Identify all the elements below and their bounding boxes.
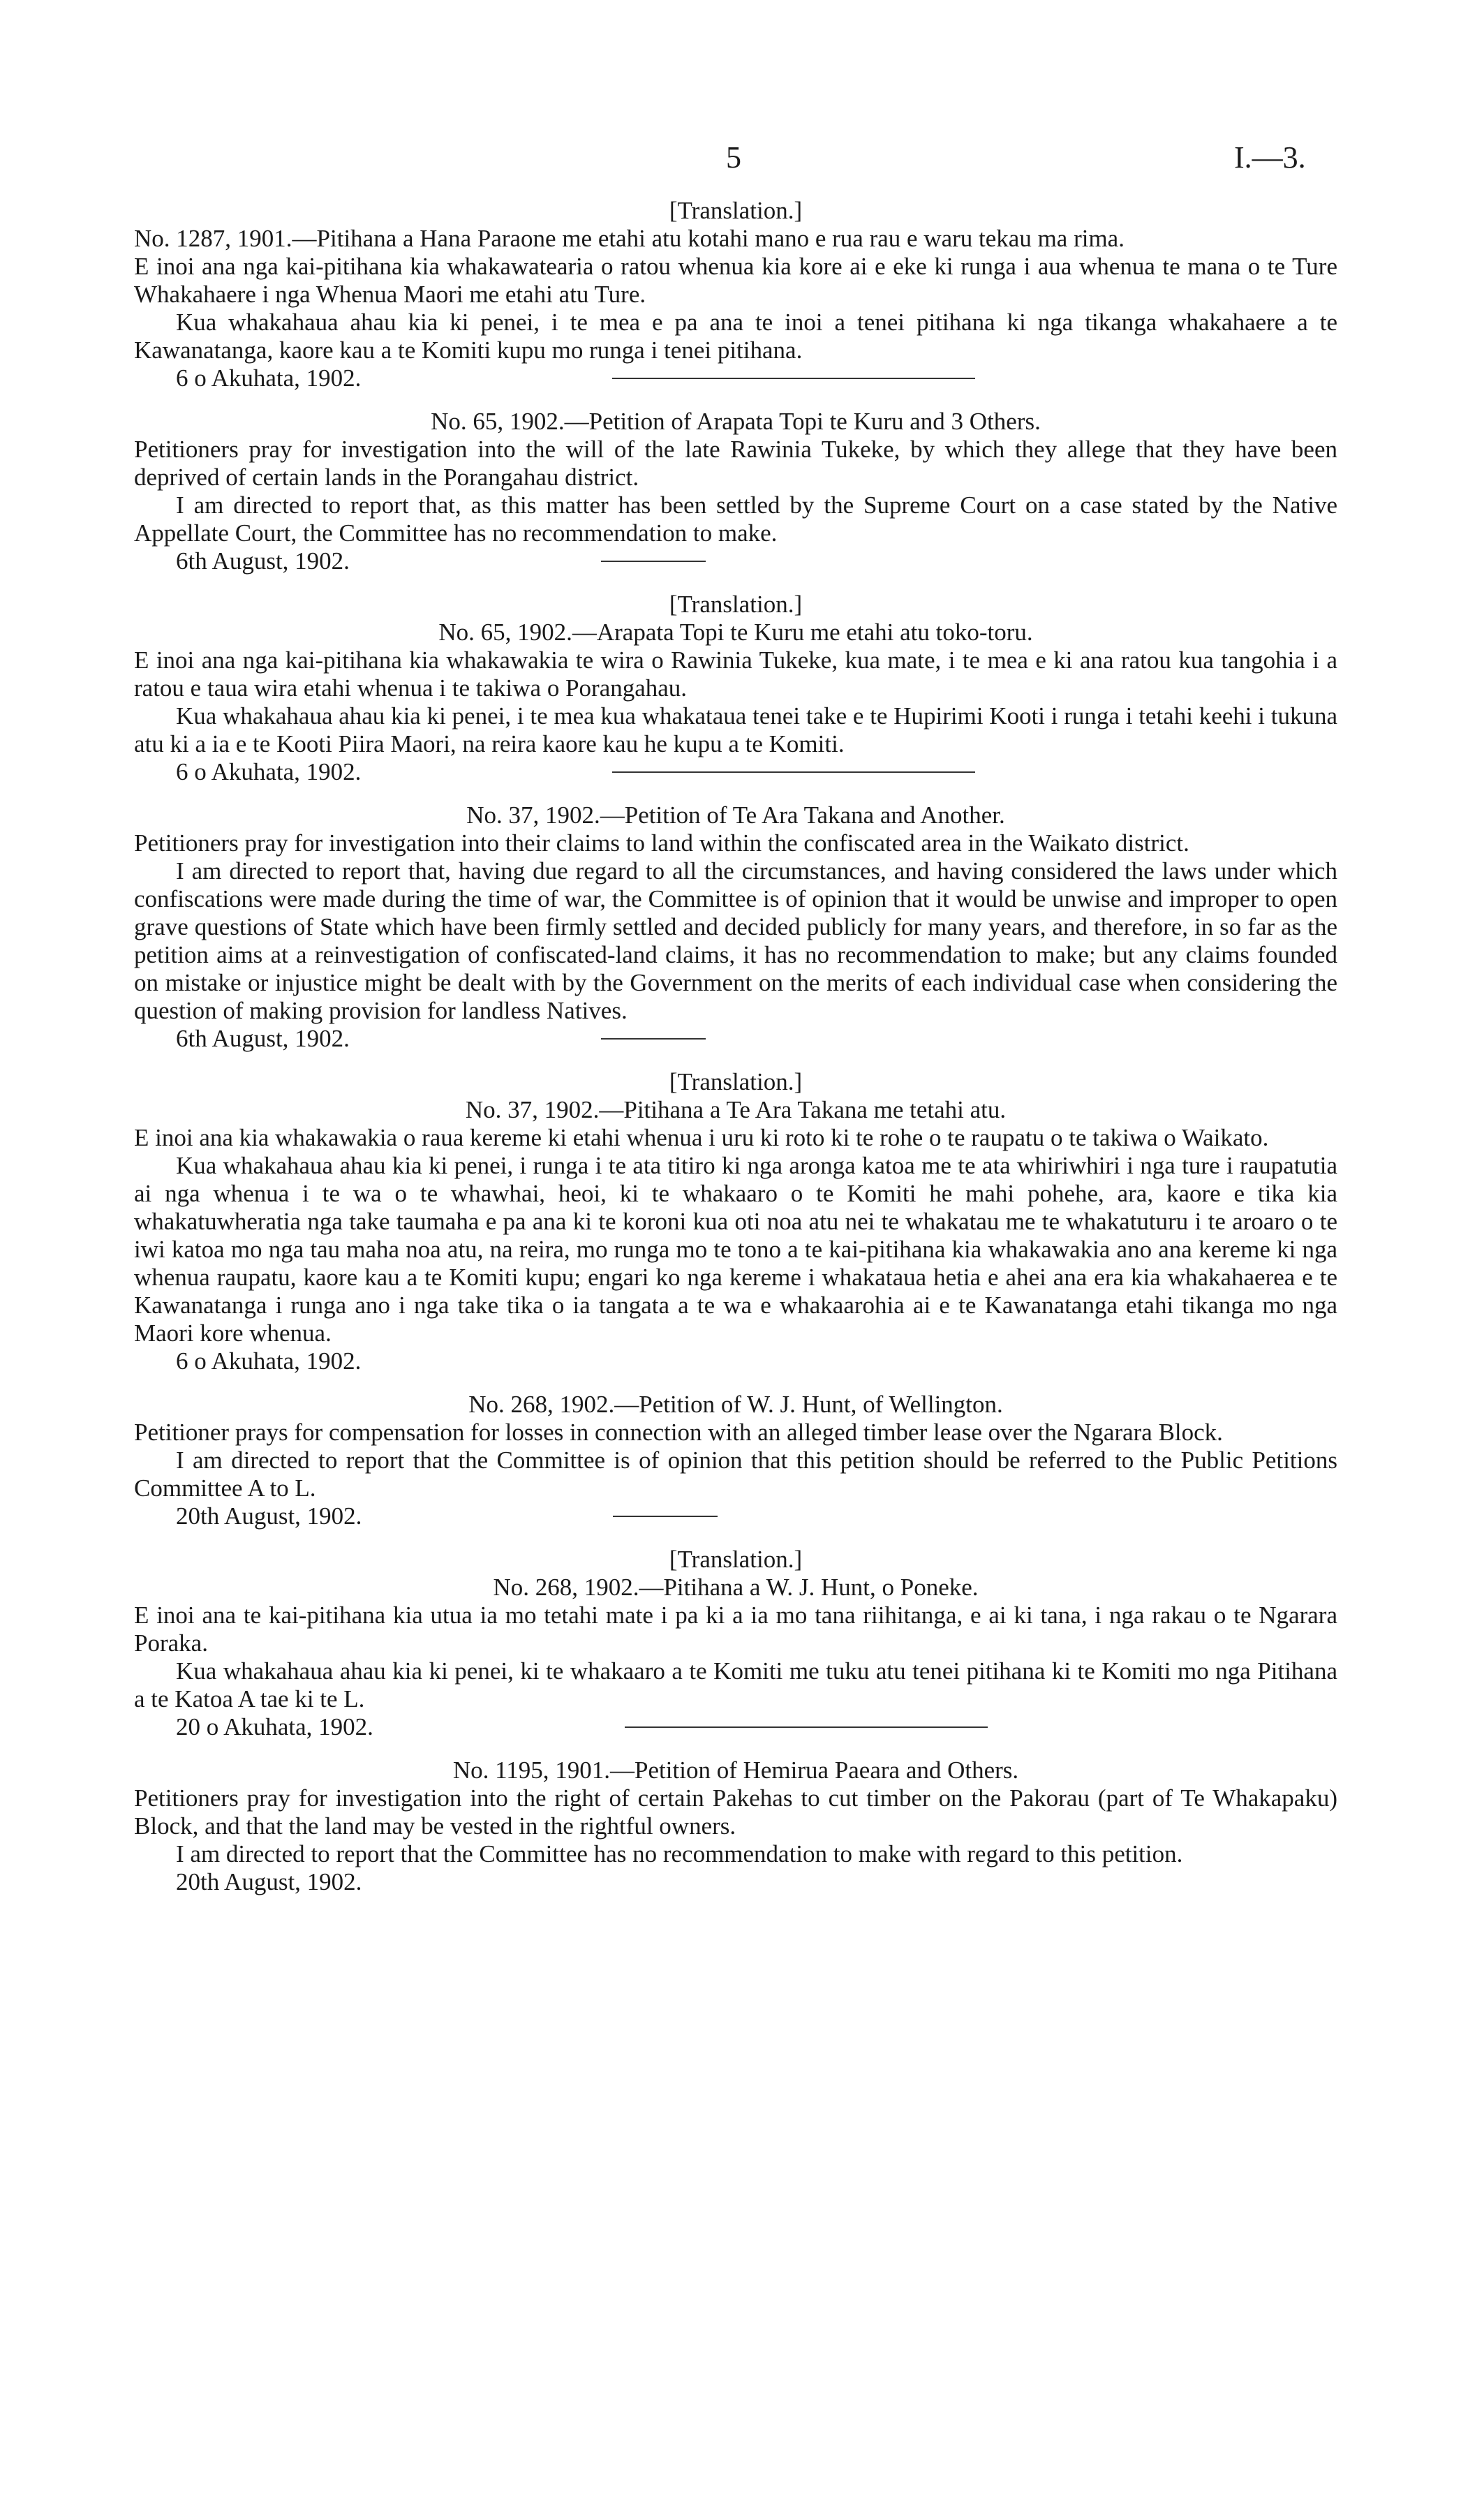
report-date: 20th August, 1902.	[176, 1502, 362, 1530]
section-divider	[612, 378, 975, 379]
petition-heading: No. 37, 1902.—Pitihana a Te Ara Takana me tetahi atu.	[465, 1096, 1007, 1123]
petition-heading: No. 1287, 1901.—Pitihana a Hana Paraone me etahi atu kotahi mano e rua rau e waru tekau ma rima.	[134, 225, 1125, 252]
report-date: 6th August, 1902.	[176, 1025, 350, 1052]
committee-report: Kua whakahaua ahau kia ki penei, i te mea e pa ana te inoi a tenei pitihana ki nga tikanga whakahaere a te Kawanatanga, kaore kau a te Komiti kupu mo runga i tenei pitihana.	[134, 309, 1337, 364]
translation-divider	[601, 1038, 706, 1040]
translation-label: [Translation.]	[669, 197, 803, 224]
petition-heading: No. 1195, 1901.—Petition of Hemirua Paeara and Others.	[452, 1757, 1019, 1784]
translation-label: [Translation.]	[669, 1546, 803, 1573]
report-date: 6 o Akuhata, 1902.	[176, 364, 362, 392]
paper-reference: I.—3.	[1234, 140, 1306, 175]
petition-heading: No. 65, 1902.—Arapata Topi te Kuru me etahi atu toko-toru.	[438, 619, 1033, 646]
page-number: 5	[726, 140, 741, 175]
report-date: 6th August, 1902.	[176, 547, 350, 575]
report-date: 20 o Akuhata, 1902.	[176, 1713, 373, 1740]
page-content	[134, 197, 1337, 1896]
petition-heading: No. 268, 1902.—Pitihana a W. J. Hunt, o Poneke.	[493, 1574, 979, 1601]
report-date: 20th August, 1902.	[176, 1868, 362, 1895]
petition-prayer: Petitioners pray for investigation into the right of certain Pakehas to cut timber on the Pakorau (part of Te Whakapaku) Block, and that the land may be vested in the rightful owners.	[134, 1784, 1337, 1840]
committee-report: I am directed to report that, as this matter has been settled by the Supreme Court on a case stated by the Native Appellate Court, the Committee has no recommendation to make.	[134, 491, 1337, 547]
section-divider	[625, 1726, 988, 1728]
committee-report: Kua whakahaua ahau kia ki penei, i te mea kua whakataua tenei take e te Hupirimi Kooti i runga i tetahi keehi i tukuna atu ki a ia e te Kooti Piira Maori, na reira kaore kau he kupu a te Komiti.	[134, 702, 1337, 757]
petition-prayer: Petitioners pray for investigation into their claims to land within the confiscated area in the Waikato district.	[134, 829, 1189, 857]
committee-report: Kua whakahaua ahau kia ki penei, i runga i te ata titiro ki nga aronga katoa me te ata whiriwhiri i nga ture i raupatutia ai nga whenua i te wa o te whawhai, heoi, ki te whakaaro o te Komiti he mahi pohehe, ara, kaore e tika kia whakatuwheratia nga take taumaha e pa ana ki te koroni kua oti noa atu nei te whakatau me te whakatuturu i te aroaro o te iwi katoa mo nga tau maha noa atu, na reira, mo runga mo te tono a te kai-pitihana kia whakawakia ano ana kereme ki nga whenua raupatu, kaore kau a te Komiti kupu; engari ko nga kereme i whakataua hetia e ahei ana era kia whakahaerea e te Kawanatanga i runga ano i nga take tika o ia tangata a te wa e whakaarohia ai e te Kawanatanga etahi tikanga mo nga Maori kore whenua.	[134, 1152, 1337, 1347]
committee-report: I am directed to report that, having due regard to all the circumstances, and having considered the laws under which confiscations were made during the time of war, the Committee is of opinion that it would be unwise and improper to open grave questions of State which have been firmly settled and decided publicly for many years, and therefore, in so far as the petition aims at a reinvestigation of confiscated-land claims, it has no recommendation to make; but any claims founded on mistake or injustice might be dealt with by the Government on the merits of each individual case when considering the question of making provision for landless Natives.	[134, 857, 1337, 1024]
committee-report: Kua whakahaua ahau kia ki penei, ki te whakaaro a te Komiti me tuku atu tenei pitihana ki te Komiti mo nga Pitihana a te Katoa A tae ki te L.	[134, 1657, 1337, 1713]
translation-divider	[613, 1516, 718, 1517]
petition-heading: No. 268, 1902.—Petition of W. J. Hunt, of Wellington.	[468, 1391, 1003, 1418]
petition-prayer: Petitioner prays for compensation for losses in connection with an alleged timber lease over the Ngarara Block.	[134, 1419, 1223, 1446]
petition-prayer: E inoi ana nga kai-pitihana kia whakawatearia o ratou whenua kia kore ai e eke ki runga i aua whenua te mana o te Ture Whakahaere i nga Whenua Maori me etahi atu Ture.	[134, 253, 1337, 308]
petition-heading: No. 37, 1902.—Petition of Te Ara Takana and Another.	[466, 801, 1005, 829]
petition-prayer: E inoi ana nga kai-pitihana kia whakawakia te wira o Rawinia Tukeke, kua mate, i te mea e ki ana ratou kua tangohia i a ratou e taua wira etahi whenua i te takiwa o Porangahau.	[134, 646, 1337, 702]
petition-prayer: Petitioners pray for investigation into the will of the late Rawinia Tukeke, by which they allege that they have been deprived of certain lands in the Porangahau district.	[134, 436, 1337, 491]
section-divider	[612, 771, 975, 773]
report-date: 6 o Akuhata, 1902.	[176, 1347, 362, 1375]
translation-label: [Translation.]	[669, 591, 803, 618]
petition-prayer: E inoi ana te kai-pitihana kia utua ia mo tetahi mate i pa ki a ia mo tana riihitanga, e ai ki tana, i nga rakau o te Ngarara Poraka.	[134, 1602, 1337, 1657]
petition-heading: No. 65, 1902.—Petition of Arapata Topi te Kuru and 3 Others.	[431, 408, 1041, 435]
translation-divider	[601, 561, 706, 562]
committee-report: I am directed to report that the Committee has no recommendation to make with regard to this petition.	[176, 1840, 1183, 1868]
petition-prayer: E inoi ana kia whakawakia o raua kereme ki etahi whenua i uru ki roto ki te rohe o te raupatu o te takiwa o Waikato.	[134, 1124, 1269, 1151]
translation-label: [Translation.]	[669, 1068, 803, 1095]
committee-report: I am directed to report that the Committee is of opinion that this petition should be referred to the Public Petitions Committee A to L.	[134, 1447, 1337, 1502]
report-date: 6 o Akuhata, 1902.	[176, 758, 362, 785]
